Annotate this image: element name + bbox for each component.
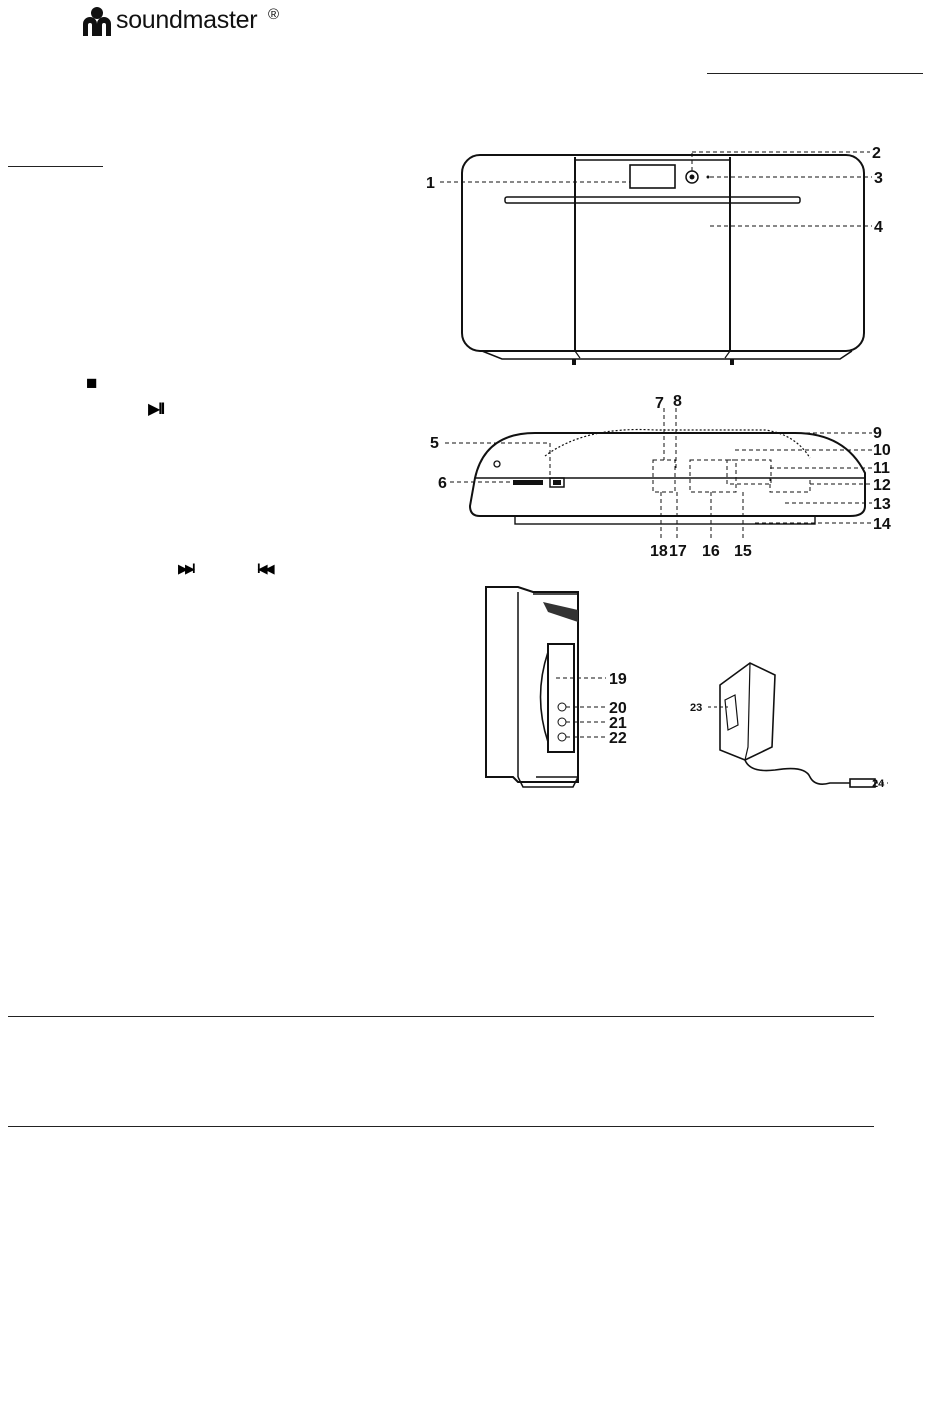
label-4: 4 [874, 219, 883, 236]
label-11: 11 [873, 460, 890, 477]
label-16: 16 [702, 543, 720, 560]
brand-name: soundmaster [116, 6, 258, 34]
section-heading-underline [8, 166, 103, 167]
label-2: 2 [872, 145, 881, 162]
power-adapter-figure [680, 655, 900, 795]
front-view-figure [420, 140, 890, 370]
play-pause-icon: ▶ll [148, 401, 164, 418]
label-14: 14 [873, 516, 891, 533]
label-23: 23 [690, 702, 703, 714]
label-18: 18 [650, 543, 668, 560]
label-5: 5 [430, 435, 439, 452]
label-13: 13 [873, 496, 891, 513]
side-view-figure [478, 582, 638, 792]
label-20: 20 [609, 700, 627, 717]
divider-upper [8, 1016, 874, 1017]
top-view-figure [425, 388, 895, 563]
label-12: 12 [873, 477, 891, 494]
registered-mark: ® [268, 6, 280, 23]
label-6: 6 [438, 475, 447, 492]
label-17: 17 [669, 543, 687, 560]
label-10: 10 [873, 442, 891, 459]
label-19: 19 [609, 671, 627, 688]
label-7: 7 [655, 395, 664, 412]
label-22: 22 [609, 730, 627, 747]
label-3: 3 [874, 170, 883, 187]
soundmaster-logo-icon [80, 4, 120, 38]
previous-track-icon: l◀◀ [257, 561, 272, 576]
divider-lower [8, 1126, 874, 1127]
label-8: 8 [673, 393, 682, 410]
next-track-icon: ▶▶l [178, 561, 193, 576]
label-21: 21 [609, 715, 627, 732]
stop-icon: ■ [86, 373, 98, 394]
header-rule [707, 73, 923, 74]
label-24: 24 [872, 778, 885, 790]
label-9: 9 [873, 425, 882, 442]
label-1: 1 [426, 175, 435, 192]
label-15: 15 [734, 543, 752, 560]
